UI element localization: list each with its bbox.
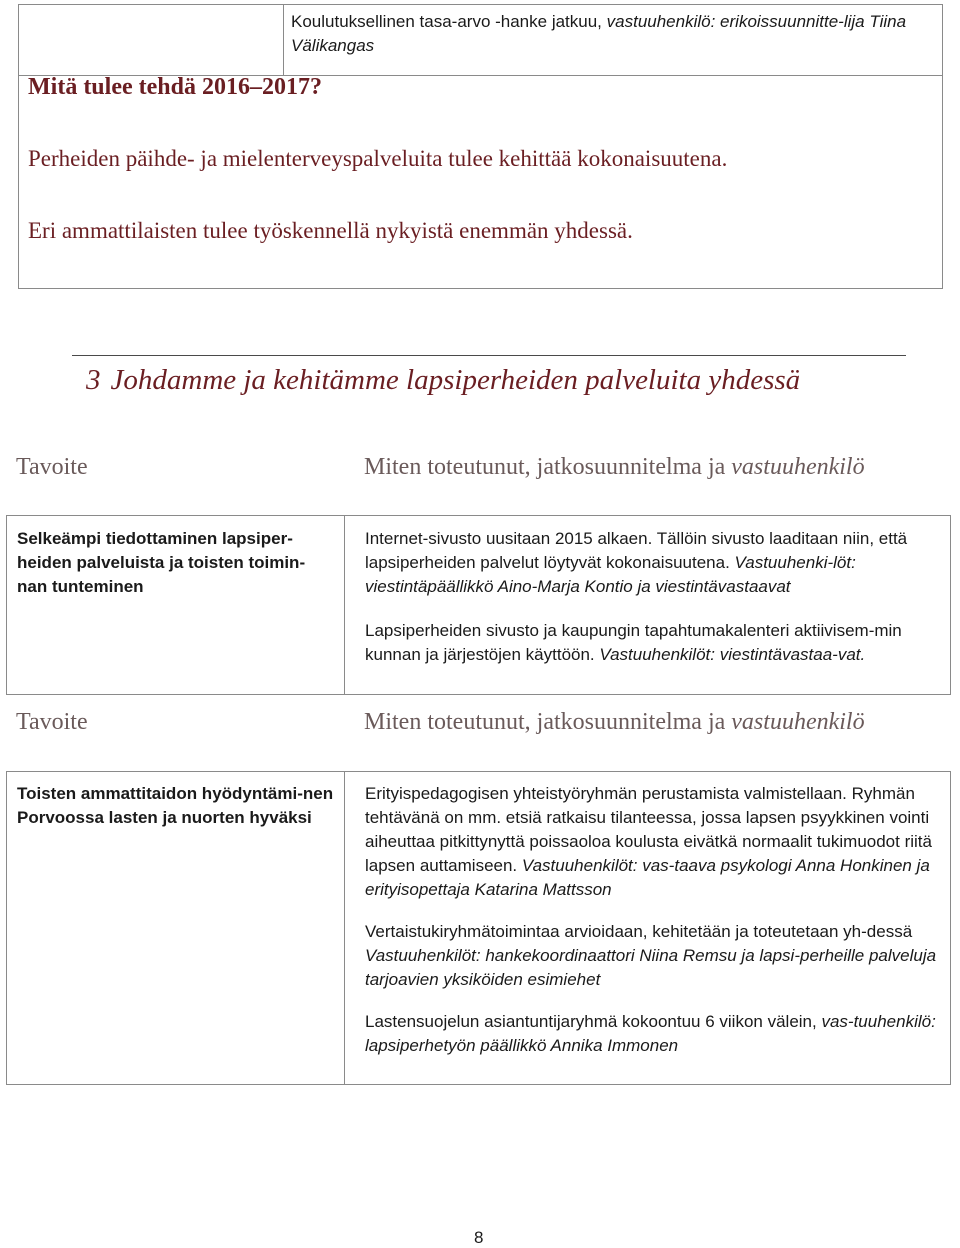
column-divider: [344, 516, 345, 694]
section-number: 3: [86, 364, 101, 396]
action-2-2: Vertaistukiryhmätoimintaa arvioidaan, kehitetään ja toteutetaan yh-dessä Vastuuhenkilöt: hankekoordinaattori Niina Remsu ja lapsi-perheille palveluja tarjoavien yksiköiden esimiehet: [365, 922, 937, 989]
section-title: 3 Johdamme ja kehitämme lapsiperheiden palveluita yhdessä: [86, 364, 801, 396]
summary-paragraph-1: Perheiden päihde- ja mielenterveyspalveluita tulee kehittää kokonaisuutena.: [28, 146, 728, 171]
action-2-3: Lastensuojelun asiantuntijaryhmä kokoontuu 6 viikon välein, vas-tuuhenkilö: lapsiperhetyön päällikkö Annika Immonen: [365, 1012, 936, 1055]
project-status: Koulutuksellinen tasa-arvo -hanke jatkuu, vastuuhenkilö: erikoissuunnitte-lija Tiina Välikangas: [291, 12, 907, 55]
cell-divider: [283, 5, 284, 75]
section-rule: [72, 355, 906, 356]
summary-paragraph-2: Eri ammattilaisten tulee työskennellä nykyistä enemmän yhdessä.: [28, 218, 633, 243]
how-header: Miten toteutunut, jatkosuunnitelma ja vastuuhenkilö: [364, 454, 865, 480]
action-2-1: Erityispedagogisen yhteistyöryhmän perustamista valmistellaan. Ryhmän tehtävänä on mm. etsiä ratkaisu tilanteessa, jossa lapsen psyykkinen vointi aiheuttaa pitkittynyttä poissaoloa koulusta eivätkä normaalit tukimuodot riitä lapsen auttamiseen. Vastuuhenkilöt: vas-taava psykologi Anna Honkinen ja erityisopettaja Katarina Mattsson: [365, 784, 932, 899]
action-1-1: Internet-sivusto uusitaan 2015 alkaen. Tällöin sivusto laaditaan niin, että lapsiperheiden palvelut löytyvät kokonaisuutena. Vastuuhenki-löt: viestintäpäällikkö Aino-Marja Kontio ja viestintävastaavat: [365, 529, 908, 596]
goal-header-2: Tavoite: [16, 709, 88, 735]
page-number: 8: [474, 1228, 484, 1247]
actions-2: [365, 782, 945, 1058]
action-1-2: Lapsiperheiden sivusto ja kaupungin tapahtumakalenteri aktiivisem-min kunnan ja järjestöjen käyttöön. Vastuuhenkilöt: viestintävastaa-vat.: [365, 621, 902, 664]
how-header-2: Miten toteutunut, jatkosuunnitelma ja vastuuhenkilö: [364, 709, 865, 735]
actions-1: [365, 527, 945, 667]
goal-2: Toisten ammattitaidon hyödyntämi-nen Porvoossa lasten ja nuorten hyväksi: [17, 784, 334, 827]
goal-header: Tavoite: [16, 454, 88, 480]
question-heading: Mitä tulee tehdä 2016–2017?: [28, 74, 322, 100]
column-divider: [344, 772, 345, 1084]
goal-1: Selkeämpi tiedottaminen lapsiper-heiden palveluista ja toisten toimin-nan tunteminen: [17, 529, 306, 596]
